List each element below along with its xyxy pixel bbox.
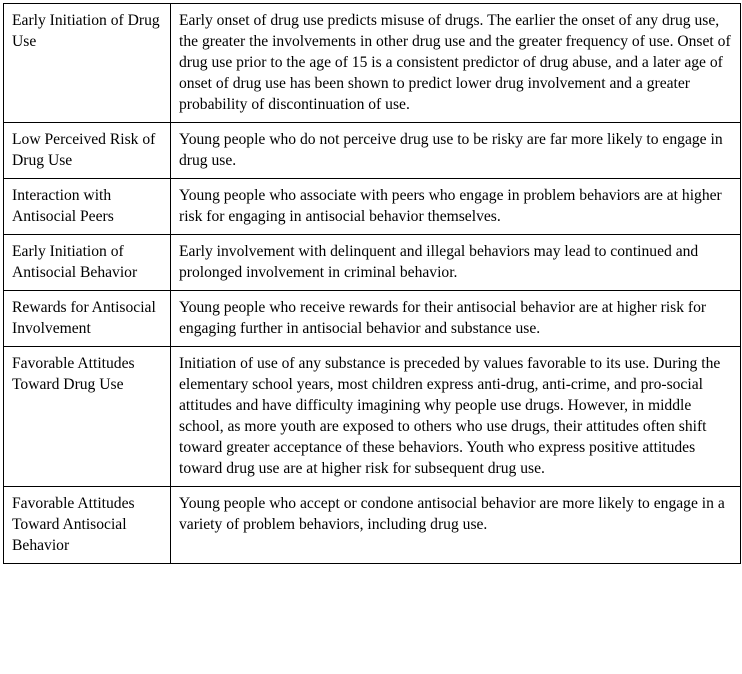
factor-cell: Early Initiation of Antisocial Behavior [4, 235, 171, 291]
table-row [4, 291, 741, 347]
description-cell: Initiation of use of any substance is preceded by values favorable to its use. During the elementary school years, most children express anti-drug, anti-crime, and pro-social attitudes and have difficulty imagining why people use drugs. However, in middle school, as more youth are exposed to others who use drugs, their attitudes often shift toward greater acceptance of these behaviors. Youth who express positive attitudes toward drug use are at higher risk for subsequent drug use. [171, 347, 741, 487]
description-cell: Early onset of drug use predicts misuse of drugs. The earlier the onset of any drug use, the greater the involvements in other drug use and the greater frequency of use. Onset of drug use prior to the age of 15 is a consistent predictor of drug abuse, and a later age of onset of drug use has been shown to predict lower drug involvement and a greater probability of discontinuation of use. [171, 4, 741, 123]
factor-cell: Interaction with Antisocial Peers [4, 179, 171, 235]
risk-factor-table [3, 3, 741, 564]
document-page [3, 3, 740, 564]
factor-cell: Low Perceived Risk of Drug Use [4, 123, 171, 179]
factor-cell: Early Initiation of Drug Use [4, 4, 171, 123]
table-row [4, 179, 741, 235]
description-cell: Young people who receive rewards for their antisocial behavior are at higher risk for engaging further in antisocial behavior and substance use. [171, 291, 741, 347]
factor-cell: Favorable Attitudes Toward Antisocial Behavior [4, 487, 171, 564]
factor-cell: Favorable Attitudes Toward Drug Use [4, 347, 171, 487]
table-row [4, 123, 741, 179]
factor-cell: Rewards for Antisocial Involvement [4, 291, 171, 347]
description-cell: Young people who accept or condone antisocial behavior are more likely to engage in a variety of problem behaviors, including drug use. [171, 487, 741, 564]
table-row [4, 4, 741, 123]
description-cell: Young people who associate with peers who engage in problem behaviors are at higher risk for engaging in antisocial behavior themselves. [171, 179, 741, 235]
table-row [4, 347, 741, 487]
description-cell: Early involvement with delinquent and illegal behaviors may lead to continued and prolonged involvement in criminal behavior. [171, 235, 741, 291]
table-row [4, 487, 741, 564]
table-row [4, 235, 741, 291]
description-cell: Young people who do not perceive drug use to be risky are far more likely to engage in drug use. [171, 123, 741, 179]
